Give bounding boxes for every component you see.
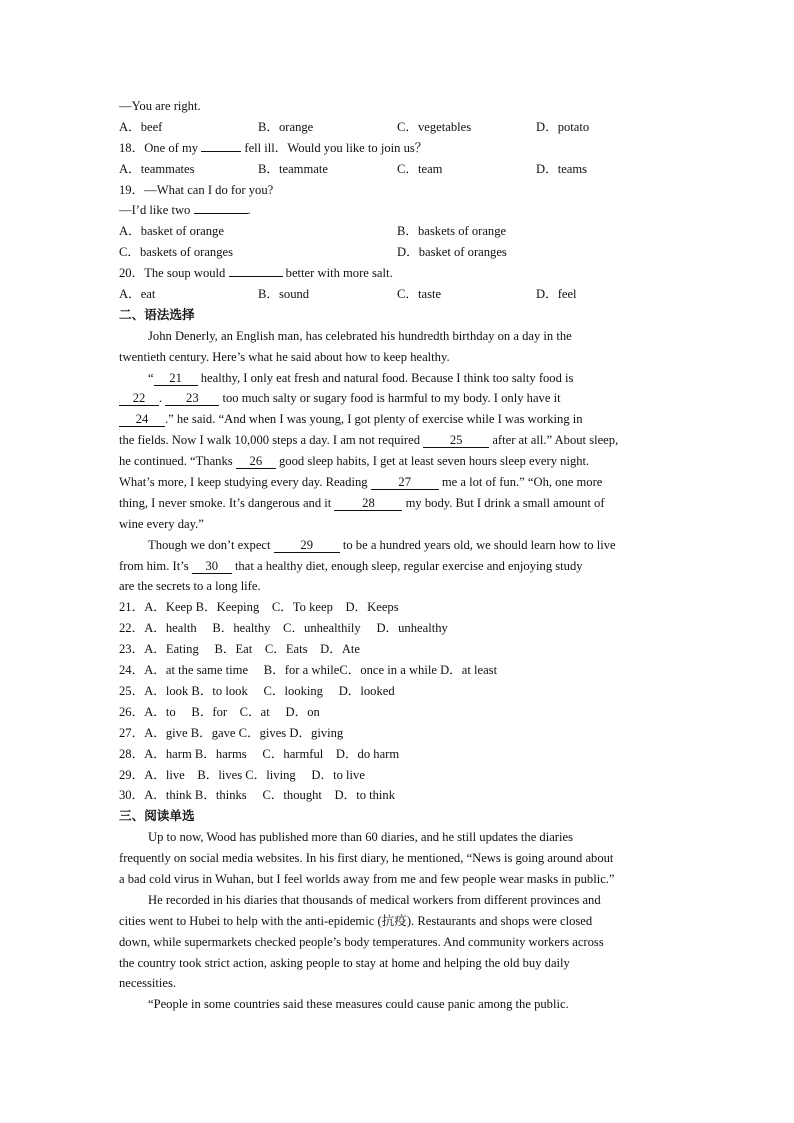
choice-line: 25．A．look B．to look C．looking D．looked <box>119 683 395 698</box>
question-text: fell ill．Would you like to join us？ <box>244 140 428 155</box>
option: B．sound <box>258 287 310 302</box>
answer-blank-24: 24 <box>119 412 165 427</box>
paragraph-line: down, while supermarkets checked people’s body temperatures. And community workers across <box>119 934 604 949</box>
answer-blank-21: 21 <box>154 371 198 386</box>
choice-line: 29．A．live B．lives C．living D．to live <box>119 767 365 782</box>
paragraph-line <box>119 472 679 493</box>
paragraph-line <box>119 388 679 409</box>
answer-blank-30: 30 <box>192 559 232 574</box>
question-text: 18．One of my <box>119 140 199 155</box>
q17-options <box>119 117 679 138</box>
option: A．basket of orange <box>119 224 224 239</box>
choice-line: 23．A．Eating B．Eat C．Eats D．Ate <box>119 642 361 657</box>
paragraph-line: the country took strict action, asking people to stay at home and helping the old buy daily <box>119 955 570 970</box>
answer-blank-26: 26 <box>236 454 276 469</box>
text: after at all.” About sleep, <box>492 433 619 448</box>
paragraph-line: necessities. <box>119 976 177 991</box>
answer-blank-25: 25 <box>423 433 489 448</box>
answer-blank <box>194 213 248 214</box>
question-text: 20．The soup would <box>119 266 226 281</box>
option: B．orange <box>258 119 314 134</box>
answer-blank <box>229 276 283 277</box>
choice-line: 26．A．to B．for C．at D．on <box>119 704 320 719</box>
question-19-dialogue <box>119 200 679 221</box>
choice-line: 22．A．health B．healthy C．unhealthily D．unhealthy <box>119 621 448 636</box>
paragraph-line: John Denerly, an English man, has celebrated his hundredth birthday on a day in the <box>148 328 572 343</box>
choice-line: 30．A．think B．thinks C．thought D．to think <box>119 788 396 803</box>
option: A．beef <box>119 119 163 134</box>
option: C．baskets of oranges <box>119 245 234 260</box>
text: .” he said. “And when I was young, I got plenty of exercise while I was working in <box>165 412 583 427</box>
text: my body. But I drink a small amount of <box>405 495 605 510</box>
option: C．team <box>397 161 443 176</box>
paragraph-line <box>119 556 679 577</box>
text: he continued. “Thanks <box>119 454 233 469</box>
choice-line: 28．A．harm B．harms C．harmful D．do harm <box>119 746 400 761</box>
text: Though we don’t expect <box>148 537 271 552</box>
answer-blank-23: 23 <box>165 391 219 406</box>
paragraph-line: twentieth century. Here’s what he said about how to keep healthy. <box>119 349 450 364</box>
choice-line: 27．A．give B．gave C．gives D．giving <box>119 725 344 740</box>
option: B．teammate <box>258 161 328 176</box>
text: me a lot of fun.” “Oh, one more <box>441 475 603 490</box>
paragraph-line <box>119 451 679 472</box>
text: What’s more, I keep studying every day. Reading <box>119 475 368 490</box>
q18-options <box>119 159 679 180</box>
q19-options-row1 <box>119 221 679 242</box>
choice-line: 21．A．Keep B．Keeping C．To keep D．Keeps <box>119 600 399 615</box>
option: C．taste <box>397 287 442 302</box>
q19-options-row2 <box>119 242 679 263</box>
option: A．teammates <box>119 161 195 176</box>
answer-blank <box>201 151 241 152</box>
q20-options <box>119 284 679 305</box>
option: D．potato <box>536 119 590 134</box>
text-line: —You are right. <box>119 99 201 113</box>
answer-blank-27: 27 <box>371 475 439 490</box>
paragraph-line <box>119 409 679 430</box>
text: to be a hundred years old, we should learn how to live <box>342 537 616 552</box>
punctuation: . <box>247 203 251 218</box>
question-19: 19．—What can I do for you? <box>119 182 274 197</box>
document-page <box>119 96 679 1015</box>
text: too much salty or sugary food is harmful to my body. I only have it <box>222 391 561 406</box>
text: that a healthy diet, enough sleep, regular exercise and enjoying study <box>234 558 583 573</box>
section-heading-reading: 三、阅读单选 <box>119 808 195 824</box>
text: the fields. Now I walk 10,000 steps a day. I am not required <box>119 433 421 448</box>
paragraph-line: a bad cold virus in Wuhan, but I feel worlds away from me and few people wear masks in public.” <box>119 871 615 886</box>
section-heading-grammar: 二、语法选择 <box>119 306 195 322</box>
option: A．eat <box>119 287 156 302</box>
paragraph-line: frequently on social media websites. In his first diary, he mentioned, “News is going around about <box>119 851 614 866</box>
question-text: better with more salt. <box>285 266 393 281</box>
option: D．basket of oranges <box>397 245 507 260</box>
choice-line: 24．A．at the same time B．for a whileC．once in a while D．at least <box>119 663 498 678</box>
text: “ <box>148 370 154 385</box>
paragraph-line <box>119 430 679 451</box>
paragraph-line: are the secrets to a long life. <box>119 579 261 594</box>
text: healthy, I only eat fresh and natural food. Because I think too salty food is <box>200 370 574 385</box>
text: good sleep habits, I get at least seven hours sleep every night. <box>278 454 590 469</box>
paragraph-line: wine every day.” <box>119 516 204 531</box>
option: D．teams <box>536 161 588 176</box>
text: thing, I never smoke. It’s dangerous and it <box>119 495 332 510</box>
paragraph-line: cities went to Hubei to help with the anti-epidemic (抗疫). Restaurants and shops were closed <box>119 913 593 928</box>
text: from him. It’s <box>119 558 189 573</box>
paragraph-line <box>119 368 679 389</box>
text: . <box>159 391 163 406</box>
question-20 <box>119 263 679 284</box>
paragraph-line <box>119 535 679 556</box>
paragraph-line: “People in some countries said these measures could cause panic among the public. <box>148 997 569 1012</box>
question-18 <box>119 138 679 159</box>
option: D．feel <box>536 287 577 302</box>
paragraph-line <box>119 493 679 514</box>
answer-blank-22: 22 <box>119 391 159 406</box>
paragraph-line: He recorded in his diaries that thousands of medical workers from different provinces and <box>148 892 601 907</box>
question-text: —I’d like two <box>119 203 191 218</box>
paragraph-line: Up to now, Wood has published more than 60 diaries, and he still updates the diaries <box>148 830 573 845</box>
answer-blank-29: 29 <box>274 538 340 553</box>
answer-blank-28: 28 <box>334 496 402 511</box>
option: C．vegetables <box>397 119 472 134</box>
option: B．baskets of orange <box>397 224 507 239</box>
